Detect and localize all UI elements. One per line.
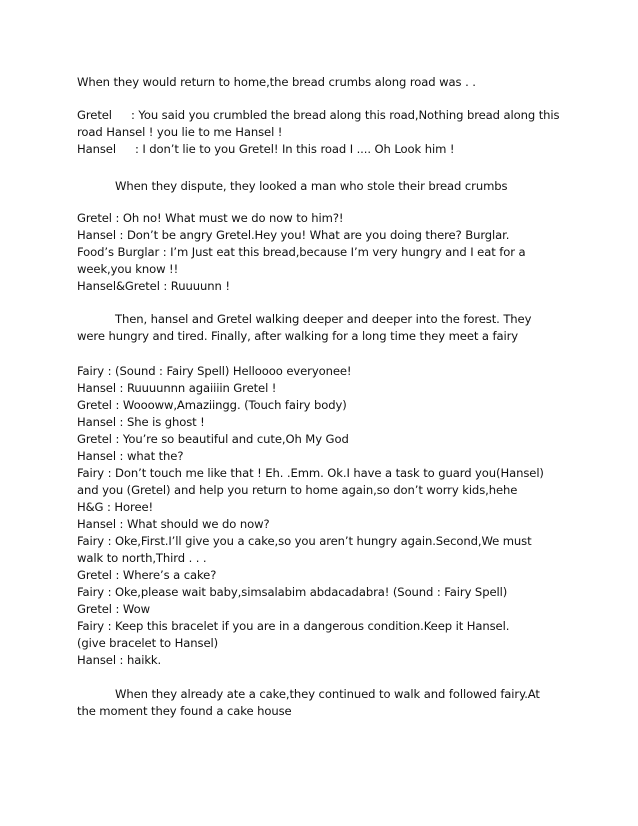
text-line: H&G : Horee! bbox=[77, 500, 154, 514]
dialogue-line bbox=[77, 141, 454, 157]
dialogue-text: : I don’t lie to you Gretel! In this road I .... Oh Look him ! bbox=[135, 142, 455, 156]
text-line: week,you know !! bbox=[77, 262, 179, 276]
narration-line: Then, hansel and Gretel walking deeper and deeper into the forest. They bbox=[115, 312, 532, 326]
text-line: Fairy : Oke,please wait baby,simsalabim abdacadabra! (Sound : Fairy Spell) bbox=[77, 585, 508, 599]
speaker-name: Hansel bbox=[77, 142, 116, 156]
narration-line: were hungry and tired. Finally, after walking for a long time they meet a fairy bbox=[77, 329, 519, 343]
text-line: Hansel&Gretel : Ruuuunn ! bbox=[77, 279, 230, 293]
text-line: Food’s Burglar : I’m Just eat this bread,because I’m very hungry and I eat for a bbox=[77, 245, 526, 259]
text-line: Hansel : Ruuuunnn agaiiiin Gretel ! bbox=[77, 381, 277, 395]
narration-line: When they dispute, they looked a man who stole their bread crumbs bbox=[115, 179, 508, 193]
text-line: Hansel : haikk. bbox=[77, 653, 162, 667]
text-line: Gretel : You’re so beautiful and cute,Oh My God bbox=[77, 432, 349, 446]
text-line: Gretel : Where’s a cake? bbox=[77, 568, 217, 582]
text-line: road Hansel ! you lie to me Hansel ! bbox=[77, 125, 283, 139]
text-line: Hansel : She is ghost ! bbox=[77, 415, 205, 429]
text-line: Hansel : what the? bbox=[77, 449, 184, 463]
text-line: Fairy : Oke,First.I’ll give you a cake,so you aren’t hungry again.Second,We must bbox=[77, 534, 532, 548]
text-line: walk to north,Third . . . bbox=[77, 551, 207, 565]
dialogue-line bbox=[77, 107, 559, 123]
text-line: Gretel : Woooww,Amaziingg. (Touch fairy body) bbox=[77, 398, 347, 412]
text-line: Fairy : (Sound : Fairy Spell) Helloooo everyonee! bbox=[77, 364, 352, 378]
text-line: Hansel : Don’t be angry Gretel.Hey you! What are you doing there? Burglar. bbox=[77, 228, 510, 242]
narration-line: When they already ate a cake,they continued to walk and followed fairy.At bbox=[115, 687, 540, 701]
text-line: When they would return to home,the bread crumbs along road was . . bbox=[77, 75, 476, 89]
speaker-name: Gretel bbox=[77, 108, 112, 122]
text-line: Hansel : What should we do now? bbox=[77, 517, 270, 531]
text-line: and you (Gretel) and help you return to home again,so don’t worry kids,hehe bbox=[77, 483, 518, 497]
text-line: (give bracelet to Hansel) bbox=[77, 636, 219, 650]
text-line: Gretel : Oh no! What must we do now to him?! bbox=[77, 211, 344, 225]
text-line: Fairy : Don’t touch me like that ! Eh. .Emm. Ok.I have a task to guard you(Hansel) bbox=[77, 466, 544, 480]
narration-line: the moment they found a cake house bbox=[77, 704, 292, 718]
dialogue-text: : You said you crumbled the bread along this road,Nothing bread along this bbox=[131, 108, 560, 122]
text-line: Gretel : Wow bbox=[77, 602, 150, 616]
text-line: Fairy : Keep this bracelet if you are in a dangerous condition.Keep it Hansel. bbox=[77, 619, 510, 633]
